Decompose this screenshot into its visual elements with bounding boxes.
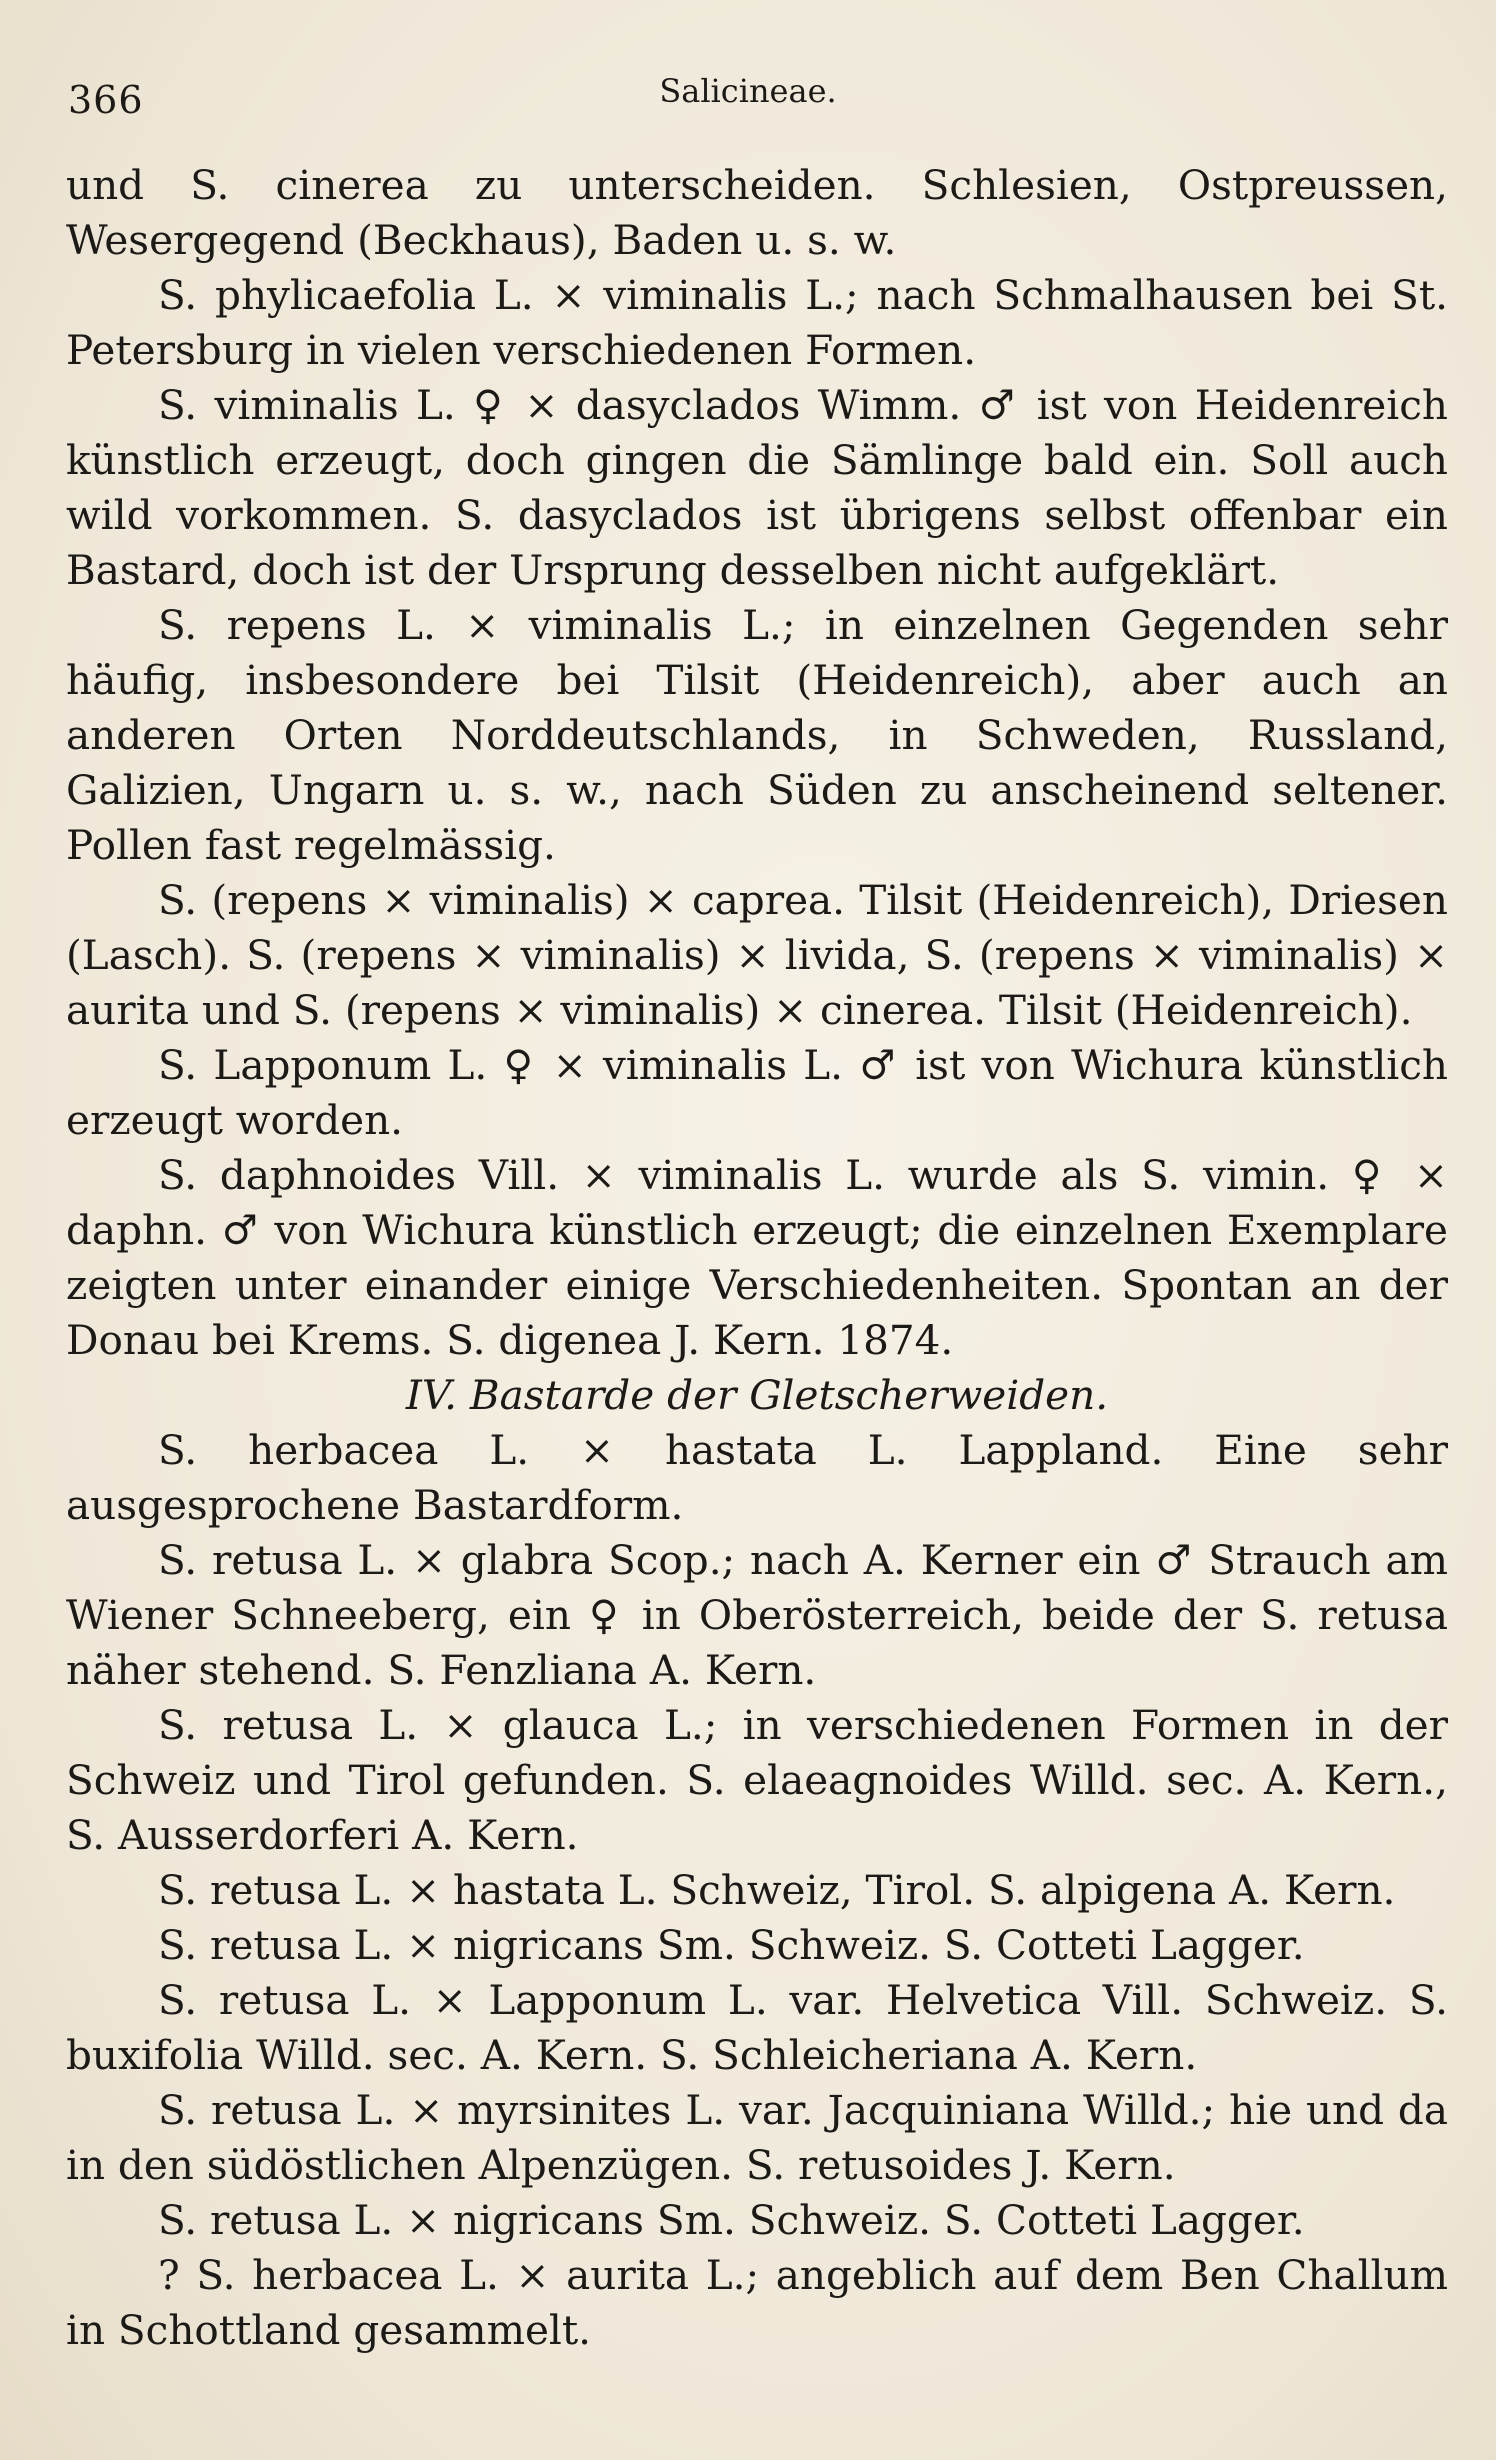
paragraph: ? S. herbacea L. × aurita L.; angeblich auf dem Ben Challum in Schottland gesammelt. — [66, 2251, 1448, 2354]
paragraph: S. viminalis L. ♀ × dasyclados Wimm. ♂ ist von Heidenreich künstlich erzeugt, doch gingen die Sämlinge bald ein. Soll auch wild vorkommen. S. dasyclados ist übrigens selbst offenbar ein Bastard, doch ist der Ursprung desselben nicht aufgeklärt. — [66, 381, 1448, 594]
paragraph: S. retusa L. × Lapponum L. var. Helvetica Vill. Schweiz. S. buxifolia Willd. sec. A. Kern. S. Schleicheriana A. Kern. — [66, 1976, 1448, 2079]
paragraph: S. retusa L. × glauca L.; in verschiedenen Formen in der Schweiz und Tirol gefunden. S. elaeagnoides Willd. sec. A. Kern., S. Ausserdorferi A. Kern. — [66, 1701, 1448, 1859]
section-heading: IV. Bastarde der Gletscherweiden. — [405, 1371, 1109, 1419]
paragraph: S. retusa L. × nigricans Sm. Schweiz. S. Cotteti Lagger. — [158, 2196, 1305, 2244]
paragraph: S. retusa L. × nigricans Sm. Schweiz. S. Cotteti Lagger. — [158, 1921, 1305, 1969]
paragraph: S. retusa L. × glabra Scop.; nach A. Kerner ein ♂ Strauch am Wiener Schneeberg, ein ♀ in Oberösterreich, beide der S. retusa näher stehend. S. Fenzliana A. Kern. — [66, 1536, 1448, 1694]
page-body — [66, 158, 1448, 2358]
paragraph: S. phylicaefolia L. × viminalis L.; nach Schmalhausen bei St. Petersburg in vielen verschiedenen Formen. — [66, 271, 1448, 374]
paragraph: S. herbacea L. × hastata L. Lappland. Eine sehr ausgesprochene Bastardform. — [66, 1426, 1448, 1529]
paragraph: S. retusa L. × myrsinites L. var. Jacquiniana Willd.; hie und da in den südöstlichen Alpenzügen. S. retusoides J. Kern. — [66, 2086, 1448, 2189]
page-header — [68, 68, 1428, 128]
paragraph: S. Lapponum L. ♀ × viminalis L. ♂ ist von Wichura künstlich erzeugt worden. — [66, 1041, 1448, 1144]
paragraph: S. retusa L. × hastata L. Schweiz, Tirol. S. alpigena A. Kern. — [158, 1866, 1396, 1914]
paragraph: S. repens L. × viminalis L.; in einzelnen Gegenden sehr häufig, insbesondere bei Tilsit (Heidenreich), aber auch an anderen Orten Norddeutschlands, in Schweden, Russland, Galizien, Ungarn u. s. w., nach Süden zu anscheinend seltener. Pollen fast regelmässig. — [66, 601, 1448, 869]
running-head: Salicineae. — [659, 72, 837, 110]
paragraph: S. (repens × viminalis) × caprea. Tilsit (Heidenreich), Driesen (Lasch). S. (repens × viminalis) × livida, S. (repens × viminalis) × aurita und S. (repens × viminalis) × cinerea. Tilsit (Heidenreich). — [66, 876, 1448, 1034]
page-number: 366 — [68, 78, 144, 122]
paragraph: S. daphnoides Vill. × viminalis L. wurde als S. vimin. ♀ × daphn. ♂ von Wichura künstlich erzeugt; die einzelnen Exemplare zeigten unter einander einige Verschiedenheiten. Spontan an der Donau bei Krems. S. digenea J. Kern. 1874. — [66, 1151, 1448, 1364]
paragraph: und S. cinerea zu unterscheiden. Schlesien, Ostpreussen, Wesergegend (Beckhaus), Baden u. s. w. — [66, 161, 1448, 264]
